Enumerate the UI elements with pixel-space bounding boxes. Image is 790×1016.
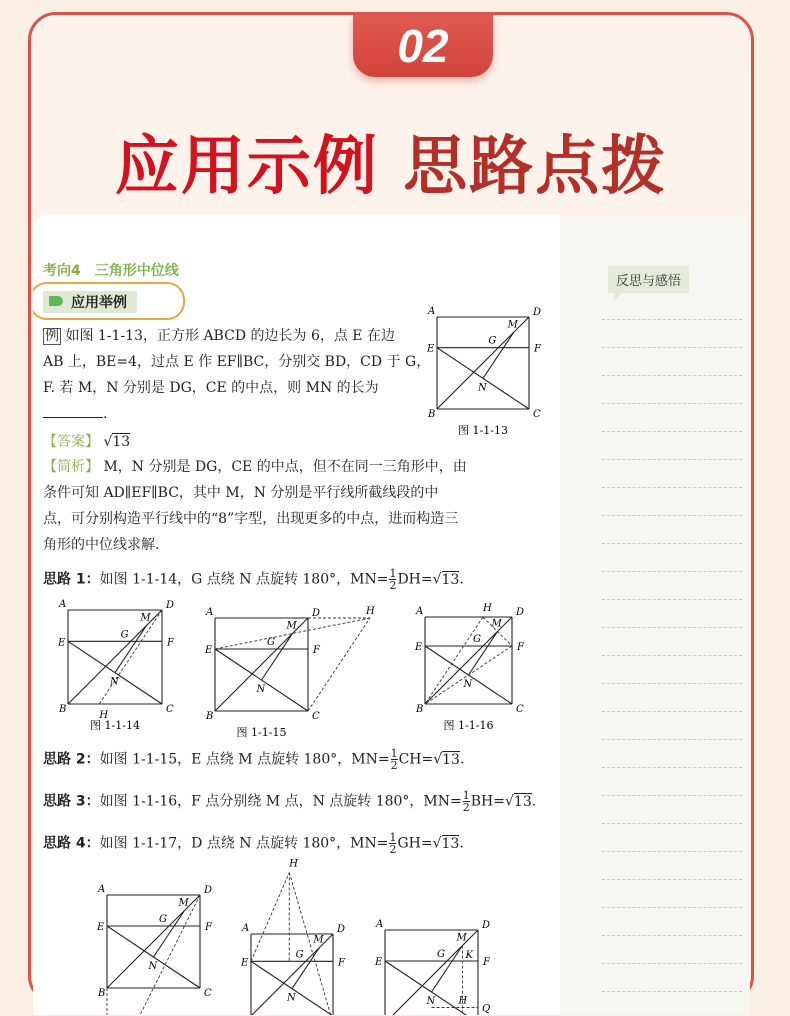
point-label: C <box>204 988 212 999</box>
point-label: G <box>267 637 275 648</box>
segment: DH= <box>397 571 433 588</box>
figure-dashed-segment <box>251 873 289 962</box>
example-line-3: F. 若 M，N 分别是 DG，CE 的中点，则 MN 的长为 <box>43 380 379 396</box>
numerator: 1 <box>389 567 397 580</box>
note-line <box>602 795 742 796</box>
point-label: N <box>287 992 296 1004</box>
idea-label: 思路 3： <box>43 793 100 810</box>
note-line <box>602 403 742 404</box>
figure-segment <box>215 618 308 711</box>
point-label: C <box>312 711 320 722</box>
point-label: M <box>313 934 324 946</box>
point-label: C <box>166 704 174 715</box>
point-label: M <box>286 620 297 632</box>
note-line <box>602 739 742 740</box>
note-line <box>602 375 742 376</box>
point-label: M <box>178 897 189 909</box>
title-part-2: 思路点拨 <box>403 130 668 204</box>
title-part-1: 应用示例 <box>114 130 379 204</box>
idea-text: 如图 1-1-15，E 点绕 M 点旋转 180°，MN= <box>99 751 390 768</box>
idea-label: 思路 1： <box>43 571 100 588</box>
point-label: D <box>516 607 525 618</box>
note-line <box>602 879 742 880</box>
topic-heading: 考向4 三角形中位线 <box>43 263 179 279</box>
period: . <box>459 751 465 768</box>
point-label: D <box>533 307 542 318</box>
analysis-line-4: 角形的中位线求解. <box>43 537 160 553</box>
analysis-line-3: 点，可分别构造平行线中的“8”字型，出现更多的中点，进而构造三 <box>43 511 459 527</box>
point-label: A <box>59 599 67 610</box>
sqrt-value: 13 <box>441 571 460 588</box>
point-label: G <box>295 949 304 961</box>
point-label: D <box>166 600 175 611</box>
content-card <box>33 215 750 1015</box>
point-label: A <box>428 306 436 317</box>
point-label: F <box>313 645 320 656</box>
point-label: E <box>205 645 213 656</box>
note-line <box>602 823 742 824</box>
note-line <box>602 963 742 964</box>
point-label: F <box>338 957 345 969</box>
note-line <box>602 431 742 432</box>
note-line <box>602 655 742 656</box>
figure-caption: 图 1-1-13 <box>458 424 508 437</box>
segment: CH= <box>398 751 434 768</box>
point-label: M <box>456 932 467 944</box>
point-label: B <box>428 409 436 420</box>
numerator: 1 <box>389 831 397 844</box>
analysis-label: 【简析】 <box>43 459 99 475</box>
solution-idea-4: 思路 4：如图 1-1-17，D 点绕 N 点旋转 180°，MN= $\frac{1}{2}$ GH=√13. <box>43 831 464 856</box>
analysis-text: M，N 分别是 DG，CE 的中点，但不在同一三角形中，由 <box>103 459 467 475</box>
point-label: H <box>483 603 492 614</box>
answer-value: 13 <box>112 434 131 450</box>
denominator: 2 <box>390 759 398 772</box>
figure-dashed-segment <box>99 610 162 704</box>
figure-dashed-segment <box>289 873 333 1016</box>
figure-segment <box>68 641 162 704</box>
point-label: N <box>256 684 266 695</box>
sqrt-value: 13 <box>442 751 460 768</box>
note-line <box>602 319 742 320</box>
point-label: B <box>98 988 106 999</box>
point-label: K <box>465 950 473 961</box>
figure-caption: 图 1-1-15 <box>236 726 287 739</box>
solution-idea-3: 思路 3：如图 1-1-16，F 点分别绕 M 点，N 点旋转 180°，MN= $\frac{1}{2}$ BH=√13. <box>43 789 537 814</box>
point-label: E <box>375 957 383 968</box>
figure-segment <box>68 610 162 704</box>
answer-label: 【答案】 <box>43 434 99 450</box>
point-label: N <box>148 961 158 972</box>
point-label: G <box>120 629 129 641</box>
figure-segment <box>437 348 529 409</box>
point-label: C <box>533 409 541 420</box>
idea-text: 如图 1-1-16，F 点分别绕 M 点，N 点旋转 180°，MN= <box>99 793 462 810</box>
denominator: 2 <box>462 801 470 814</box>
point-label: F <box>534 343 541 355</box>
point-label: H <box>458 995 468 1007</box>
point-label: H <box>99 710 109 721</box>
point-label: H <box>289 858 299 870</box>
note-line <box>602 767 742 768</box>
point-label: E <box>97 922 105 933</box>
point-label: Q <box>482 1003 491 1015</box>
note-line <box>602 683 742 684</box>
point-label: A <box>416 606 424 617</box>
point-label: G <box>437 949 445 960</box>
geometry-figures <box>33 215 560 1015</box>
example-line-2: AB 上，BE=4，过点 E 作 EF∥BC，分别交 BD，CD 于 G， <box>43 354 431 370</box>
point-label: D <box>312 608 321 619</box>
figure-segment <box>425 617 512 704</box>
point-label: D <box>204 885 213 896</box>
note-line <box>602 627 742 628</box>
period: . <box>459 835 464 852</box>
point-label: A <box>206 607 214 618</box>
point-label: G <box>473 634 481 645</box>
point-label: M <box>507 319 518 331</box>
sqrt-value: 13 <box>441 835 460 852</box>
example-text: 如图 1-1-13，正方形 ABCD 的边长为 6，点 E 在边 <box>65 328 395 344</box>
note-line <box>602 991 742 992</box>
note-line <box>602 459 742 460</box>
point-label: F <box>205 922 212 933</box>
point-label: A <box>376 919 384 930</box>
point-label: F <box>167 637 174 649</box>
solution-idea-2: 思路 2：如图 1-1-15，E 点绕 M 点旋转 180°，MN= $\frac{1}{2}$ CH=√13. <box>43 747 465 772</box>
note-line <box>602 487 742 488</box>
numerator: 1 <box>462 789 470 802</box>
point-label: N <box>110 676 119 688</box>
point-label: D <box>337 924 346 935</box>
note-line <box>602 571 742 572</box>
point-label: M <box>140 612 151 624</box>
point-label: C <box>516 704 524 715</box>
note-line <box>602 347 742 348</box>
period: . <box>459 571 464 588</box>
numerator: 1 <box>390 747 398 760</box>
point-label: D <box>482 920 491 931</box>
point-label: N <box>478 382 487 394</box>
segment: BH= <box>470 793 505 810</box>
point-label: A <box>98 884 106 895</box>
point-label: E <box>415 642 423 653</box>
point-label: H <box>366 606 375 617</box>
denominator: 2 <box>389 579 397 592</box>
denominator: 2 <box>389 843 397 856</box>
point-label: M <box>491 618 502 630</box>
solution-idea-1: 思路 1：如图 1-1-14，G 点绕 N 点旋转 180°，MN= $\frac{1}{2}$ DH=√13. <box>43 567 464 592</box>
idea-label: 思路 4： <box>43 835 100 852</box>
point-label: F <box>483 957 490 968</box>
idea-label: 思路 2： <box>43 751 100 768</box>
figure-caption: 图 1-1-14 <box>90 719 140 732</box>
page-title <box>31 115 751 207</box>
figure-dashed-segment <box>425 617 483 704</box>
point-label: G <box>488 335 497 347</box>
figure-dashed-segment <box>308 618 370 711</box>
analysis-line-2: 条件可知 AD∥EF∥BC，其中 M，N 分别是平行线所截线段的中 <box>43 485 439 501</box>
idea-text: 如图 1-1-17，D 点绕 N 点旋转 180°，MN= <box>99 835 389 852</box>
idea-text: 如图 1-1-14，G 点绕 N 点旋转 180°，MN= <box>99 571 389 588</box>
point-label: A <box>242 923 250 934</box>
note-line <box>602 711 742 712</box>
point-label: B <box>206 711 214 722</box>
sqrt-value: 13 <box>513 793 532 810</box>
point-label: E <box>241 957 249 969</box>
point-label: E <box>58 637 66 649</box>
figure-segment <box>107 895 200 988</box>
note-line <box>602 515 742 516</box>
point-label: B <box>416 704 424 715</box>
note-line <box>602 543 742 544</box>
example-marker: 例 <box>45 328 59 344</box>
period: . <box>103 406 108 422</box>
point-label: F <box>517 642 524 653</box>
period: . <box>531 793 537 810</box>
point-label: E <box>427 343 435 355</box>
reflection-bubble: 反思与感悟 <box>608 266 689 293</box>
section-number-badge: 02 <box>353 15 493 77</box>
note-line <box>602 935 742 936</box>
point-label: G <box>159 914 167 925</box>
note-line <box>602 907 742 908</box>
answer-line: 【答案】 √13 <box>43 434 131 450</box>
figure-caption: 图 1-1-16 <box>443 719 494 732</box>
point-label: N <box>426 996 436 1007</box>
point-label: N <box>463 679 473 690</box>
note-line <box>602 851 742 852</box>
notes-column <box>560 215 750 1015</box>
point-label: B <box>59 704 67 715</box>
segment: GH= <box>397 835 433 852</box>
example-tag: 应用举例 <box>43 291 137 313</box>
note-line <box>602 599 742 600</box>
figure-segment <box>437 317 529 409</box>
figure-dashed-segment <box>138 895 200 1015</box>
